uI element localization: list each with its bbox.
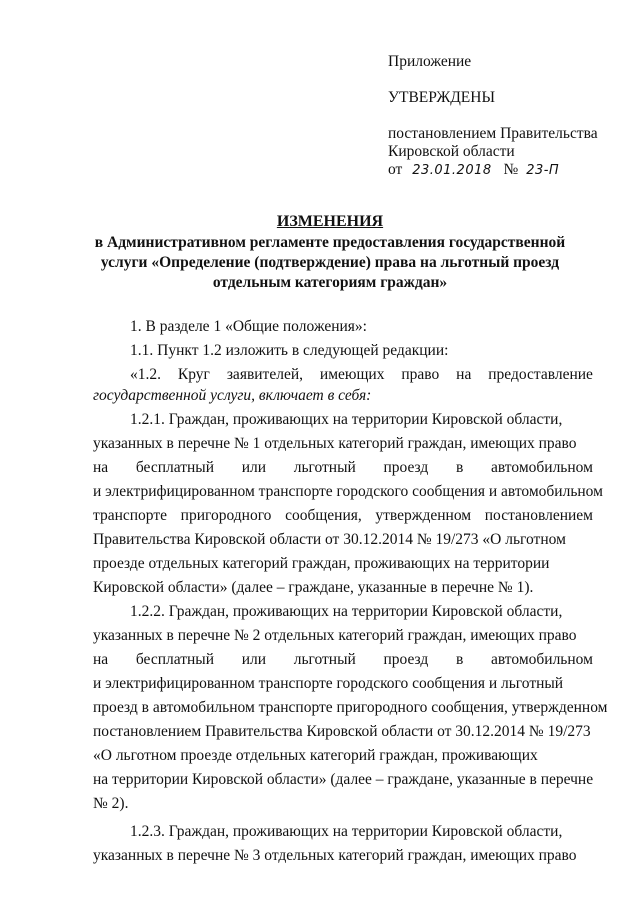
word: в xyxy=(455,459,464,476)
word: в xyxy=(455,651,464,668)
number-sign: № xyxy=(503,161,519,178)
p121-line-1: 1.2.1. Граждан, проживающих на территории Кировской области, xyxy=(130,411,563,428)
word: бесплатный xyxy=(135,459,214,476)
paragraph-1-2-line-1 xyxy=(130,365,593,385)
word: Круг xyxy=(177,366,210,383)
p121-line-3 xyxy=(93,458,593,478)
p122-line-7: «О льготном проезде отдельных категорий граждан, проживающих xyxy=(93,747,538,764)
title-line-1: в Административном регламенте предоставления государственной xyxy=(94,234,566,251)
p121-line-6: Правительства Кировской области от 30.12.2014 № 19/273 «О льготном xyxy=(93,531,566,548)
word: проезд xyxy=(383,651,429,668)
word: утвержденном xyxy=(375,507,472,524)
paragraph-1-1: 1.1. Пункт 1.2 изложить в следующей редакции: xyxy=(130,342,449,359)
p122-line-4: и электрифицированном транспорте городского сообщения и льготный xyxy=(93,675,564,692)
word: пригородного xyxy=(180,507,272,524)
word: на xyxy=(456,366,472,383)
p122-line-3 xyxy=(93,650,593,670)
word: льготный xyxy=(293,459,356,476)
decree-line-1: постановлением Правительства xyxy=(388,125,598,142)
word: автомобильном xyxy=(491,651,593,668)
word: предоставление xyxy=(488,366,593,383)
word: или xyxy=(241,459,267,476)
from-prefix: от xyxy=(388,161,403,178)
p123-line-2: указанных в перечне № 3 отдельных категорий граждан, имеющих право xyxy=(93,847,577,864)
annex-label: Приложение xyxy=(388,53,472,70)
p123-line-1: 1.2.3. Граждан, проживающих на территории Кировской области, xyxy=(130,823,563,840)
word: проезд xyxy=(383,459,429,476)
handwritten-date: 23.01.2018 xyxy=(412,163,492,178)
word: имеющих xyxy=(319,366,385,383)
p121-line-4: и электрифицированном транспорте городского сообщения и автомобильном xyxy=(93,483,603,500)
p121-line-8: Кировской области» (далее – граждане, указанные в перечне № 1). xyxy=(93,579,534,596)
p122-line-8: на территории Кировской области» (далее – граждане, указанные в перечне xyxy=(93,771,594,788)
approved-label: УТВЕРЖДЕНЫ xyxy=(388,89,495,106)
word: на xyxy=(93,651,109,668)
handwritten-number: 23-П xyxy=(526,163,560,178)
p122-line-9: № 2). xyxy=(93,795,129,812)
paragraph-1: 1. В разделе 1 «Общие положения»: xyxy=(130,318,367,335)
document-title: ИЗМЕНЕНИЯ xyxy=(276,213,384,230)
title-line-3: отдельным категориям граждан» xyxy=(212,274,448,291)
title-line-2: услуги «Определение (подтверждение) права на льготный проезд xyxy=(100,254,560,271)
p121-line-5 xyxy=(93,506,593,526)
decree-date-line xyxy=(388,160,559,181)
word: транспорте xyxy=(93,507,168,524)
word: постановлением xyxy=(484,507,593,524)
word: или xyxy=(241,651,267,668)
word: право xyxy=(401,366,440,383)
decree-line-2: Кировской области xyxy=(388,143,515,160)
p122-line-5: проезд в автомобильном транспорте пригородного сообщения, утвержденном xyxy=(93,699,608,716)
p122-line-6: постановлением Правительства Кировской области от 30.12.2014 № 19/273 xyxy=(93,723,591,740)
word: сообщения, xyxy=(285,507,362,524)
p121-line-7: проезде отдельных категорий граждан, проживающих на территории xyxy=(93,555,550,572)
paragraph-1-2-line-2: государственной услуги, включает в себя: xyxy=(93,387,372,404)
word: заявителей, xyxy=(226,366,303,383)
word: бесплатный xyxy=(135,651,214,668)
p122-line-2: указанных в перечне № 2 отдельных категорий граждан, имеющих право xyxy=(93,627,577,644)
p122-line-1: 1.2.2. Граждан, проживающих на территории Кировской области, xyxy=(130,603,563,620)
word: на xyxy=(93,459,109,476)
word: льготный xyxy=(293,651,356,668)
word: автомобильном xyxy=(491,459,593,476)
word: «1.2. xyxy=(130,366,161,383)
p121-line-2: указанных в перечне № 1 отдельных категорий граждан, имеющих право xyxy=(93,435,577,452)
